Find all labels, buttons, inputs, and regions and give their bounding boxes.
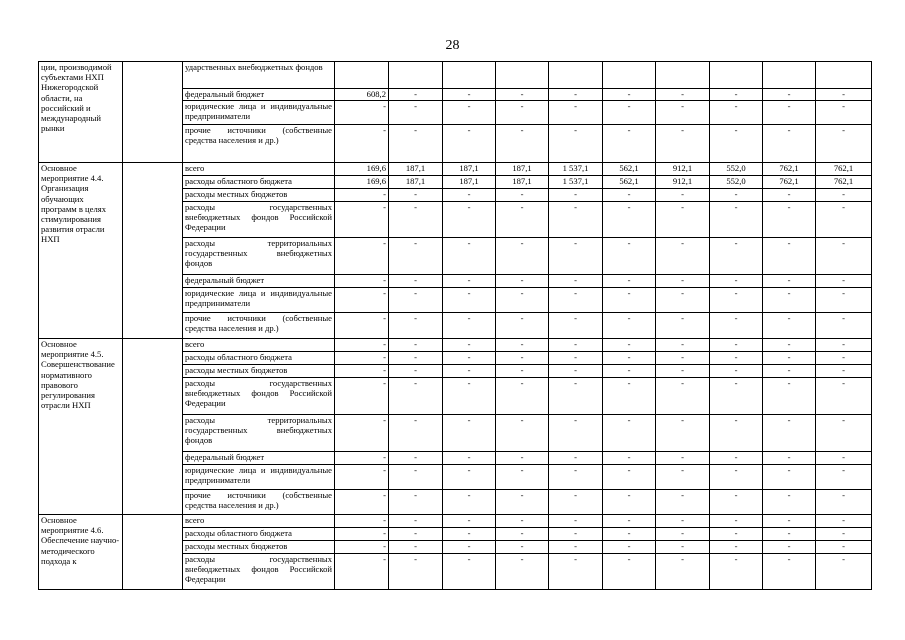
value-cell: - (335, 378, 389, 415)
value-cell: - (816, 89, 872, 101)
value-cell: - (389, 378, 443, 415)
table-row (39, 163, 872, 176)
value-cell: - (656, 365, 710, 378)
executor-cell (123, 163, 183, 339)
activity-cell: Основное мероприятие 4.5. Совершенствование нормативного правового регулирования отрасли НХП (39, 339, 123, 515)
value-cell: 552,0 (710, 163, 763, 176)
value-cell: 1 537,1 (549, 176, 603, 189)
value-cell: - (389, 528, 443, 541)
value-cell: - (816, 238, 872, 275)
value-cell: 187,1 (443, 176, 496, 189)
value-cell: - (496, 541, 549, 554)
value-cell: - (549, 452, 603, 465)
funding-source-cell: расходы государственных внебюджетных фондов Российской Федерации (183, 202, 335, 238)
value-cell: - (443, 288, 496, 313)
value-cell: - (710, 465, 763, 490)
value-cell: - (549, 275, 603, 288)
value-cell: - (549, 352, 603, 365)
value-cell (496, 62, 549, 89)
value-cell: 187,1 (443, 163, 496, 176)
value-cell: 1 537,1 (549, 163, 603, 176)
value-cell: - (443, 541, 496, 554)
value-cell: - (496, 101, 549, 125)
value-cell: - (763, 528, 816, 541)
value-cell: - (335, 554, 389, 590)
value-cell: - (549, 365, 603, 378)
value-cell: - (443, 490, 496, 515)
value-cell (656, 62, 710, 89)
value-cell: - (710, 238, 763, 275)
value-cell: - (816, 554, 872, 590)
value-cell: - (549, 339, 603, 352)
value-cell: - (496, 465, 549, 490)
value-cell (549, 62, 603, 89)
value-cell: - (710, 415, 763, 452)
table-row (39, 515, 872, 528)
value-cell: - (496, 89, 549, 101)
activity-cell: Основное мероприятие 4.4. Организация обучающих программ в целях стимулирования развития отрасли НХП (39, 163, 123, 339)
funding-source-cell: расходы областного бюджета (183, 176, 335, 189)
value-cell: - (443, 352, 496, 365)
value-cell: 762,1 (816, 176, 872, 189)
value-cell: - (335, 238, 389, 275)
value-cell: 762,1 (763, 176, 816, 189)
value-cell: - (763, 352, 816, 365)
value-cell: - (443, 528, 496, 541)
value-cell: - (816, 490, 872, 515)
value-cell: - (389, 288, 443, 313)
value-cell: - (389, 415, 443, 452)
funding-source-cell: юридические лица и индивидуальные предприниматели (183, 288, 335, 313)
value-cell: - (496, 490, 549, 515)
value-cell: - (443, 101, 496, 125)
value-cell: - (763, 515, 816, 528)
value-cell: - (656, 541, 710, 554)
funding-source-cell: всего (183, 163, 335, 176)
value-cell: - (763, 125, 816, 163)
value-cell: - (710, 189, 763, 202)
value-cell: 187,1 (389, 176, 443, 189)
funding-table (38, 61, 872, 590)
value-cell: - (763, 189, 816, 202)
executor-cell (123, 515, 183, 590)
value-cell: - (389, 125, 443, 163)
value-cell: - (443, 452, 496, 465)
funding-source-cell: прочие источники (собственные средства населения и др.) (183, 313, 335, 339)
value-cell: - (603, 452, 656, 465)
value-cell: - (335, 541, 389, 554)
value-cell: - (816, 365, 872, 378)
value-cell: - (389, 339, 443, 352)
value-cell: - (389, 452, 443, 465)
value-cell: - (816, 275, 872, 288)
value-cell: - (710, 365, 763, 378)
value-cell: 169,6 (335, 163, 389, 176)
value-cell: - (603, 101, 656, 125)
funding-source-cell: федеральный бюджет (183, 89, 335, 101)
value-cell: - (710, 288, 763, 313)
value-cell: - (656, 89, 710, 101)
value-cell: - (710, 313, 763, 339)
table-body (39, 62, 872, 590)
value-cell: - (710, 528, 763, 541)
value-cell: - (549, 415, 603, 452)
value-cell: - (603, 189, 656, 202)
value-cell: - (710, 378, 763, 415)
value-cell: - (603, 490, 656, 515)
value-cell: - (389, 365, 443, 378)
value-cell: - (816, 352, 872, 365)
activity-cell: Основное мероприятие 4.6. Обеспечение научно-методического подхода к (39, 515, 123, 590)
value-cell: - (389, 101, 443, 125)
value-cell: - (816, 339, 872, 352)
value-cell: - (710, 352, 763, 365)
value-cell: - (443, 415, 496, 452)
value-cell: - (763, 313, 816, 339)
value-cell: 562,1 (603, 176, 656, 189)
value-cell (443, 62, 496, 89)
funding-source-cell: федеральный бюджет (183, 452, 335, 465)
value-cell: - (763, 89, 816, 101)
value-cell: - (816, 515, 872, 528)
value-cell: - (656, 101, 710, 125)
value-cell: - (710, 89, 763, 101)
value-cell: - (389, 490, 443, 515)
value-cell: - (656, 352, 710, 365)
value-cell: - (816, 378, 872, 415)
value-cell: - (549, 465, 603, 490)
value-cell: - (656, 275, 710, 288)
funding-source-cell: прочие источники (собственные средства населения и др.) (183, 490, 335, 515)
value-cell: - (763, 101, 816, 125)
table-row (39, 339, 872, 352)
funding-source-cell: расходы областного бюджета (183, 528, 335, 541)
value-cell: - (389, 554, 443, 590)
value-cell: - (603, 541, 656, 554)
value-cell: - (335, 101, 389, 125)
value-cell: - (763, 288, 816, 313)
value-cell: - (656, 528, 710, 541)
value-cell: - (816, 189, 872, 202)
value-cell: 762,1 (763, 163, 816, 176)
value-cell: - (763, 490, 816, 515)
value-cell: - (335, 288, 389, 313)
value-cell: - (603, 352, 656, 365)
funding-source-cell: прочие источники (собственные средства населения и др.) (183, 125, 335, 163)
funding-source-cell: юридические лица и индивидуальные предприниматели (183, 101, 335, 125)
value-cell: - (549, 202, 603, 238)
value-cell: - (603, 554, 656, 590)
value-cell: - (763, 541, 816, 554)
value-cell: - (443, 365, 496, 378)
funding-source-cell: юридические лица и индивидуальные предприниматели (183, 465, 335, 490)
value-cell: - (389, 313, 443, 339)
value-cell: - (603, 288, 656, 313)
value-cell: - (496, 238, 549, 275)
value-cell: - (816, 528, 872, 541)
value-cell: - (443, 554, 496, 590)
value-cell: - (710, 339, 763, 352)
value-cell: - (816, 415, 872, 452)
value-cell: - (763, 365, 816, 378)
value-cell (816, 62, 872, 89)
value-cell: - (763, 202, 816, 238)
value-cell: - (496, 313, 549, 339)
value-cell: - (816, 288, 872, 313)
executor-cell (123, 62, 183, 163)
value-cell: - (443, 339, 496, 352)
value-cell: - (603, 365, 656, 378)
value-cell: - (496, 515, 549, 528)
value-cell: - (656, 415, 710, 452)
value-cell: - (496, 415, 549, 452)
value-cell: - (656, 554, 710, 590)
value-cell: - (335, 313, 389, 339)
value-cell: - (710, 515, 763, 528)
value-cell: - (443, 202, 496, 238)
value-cell: - (389, 189, 443, 202)
value-cell: - (335, 515, 389, 528)
value-cell: - (389, 238, 443, 275)
value-cell: - (763, 452, 816, 465)
value-cell: - (710, 490, 763, 515)
value-cell: 187,1 (496, 176, 549, 189)
value-cell: - (816, 541, 872, 554)
value-cell: 762,1 (816, 163, 872, 176)
funding-source-cell: расходы государственных внебюджетных фондов Российской Федерации (183, 554, 335, 590)
value-cell: - (763, 415, 816, 452)
value-cell: - (549, 288, 603, 313)
value-cell: - (710, 275, 763, 288)
value-cell: - (496, 125, 549, 163)
value-cell: - (763, 339, 816, 352)
value-cell: 187,1 (496, 163, 549, 176)
value-cell: - (335, 490, 389, 515)
value-cell: - (443, 465, 496, 490)
funding-source-cell: расходы территориальных государственных внебюджетных фондов (183, 415, 335, 452)
value-cell: - (549, 313, 603, 339)
value-cell: - (549, 125, 603, 163)
value-cell: - (389, 352, 443, 365)
value-cell: - (335, 465, 389, 490)
value-cell: 912,1 (656, 176, 710, 189)
value-cell: - (710, 541, 763, 554)
value-cell: - (335, 275, 389, 288)
value-cell: - (335, 452, 389, 465)
value-cell: - (443, 275, 496, 288)
value-cell: - (443, 189, 496, 202)
value-cell: - (603, 275, 656, 288)
value-cell: - (389, 515, 443, 528)
value-cell: - (603, 528, 656, 541)
value-cell: - (549, 541, 603, 554)
value-cell: - (443, 515, 496, 528)
value-cell: - (816, 101, 872, 125)
value-cell: - (710, 452, 763, 465)
value-cell: - (496, 352, 549, 365)
value-cell: - (335, 528, 389, 541)
value-cell: 562,1 (603, 163, 656, 176)
value-cell: - (656, 125, 710, 163)
value-cell: 608,2 (335, 89, 389, 101)
value-cell: - (549, 101, 603, 125)
value-cell: - (816, 313, 872, 339)
value-cell: - (816, 452, 872, 465)
funding-source-cell: ударственных внебюджетных фондов (183, 62, 335, 89)
value-cell: - (763, 238, 816, 275)
value-cell: - (549, 490, 603, 515)
value-cell: - (603, 238, 656, 275)
funding-source-cell: расходы местных бюджетов (183, 365, 335, 378)
value-cell: - (389, 541, 443, 554)
value-cell: - (656, 465, 710, 490)
value-cell: - (496, 378, 549, 415)
executor-cell (123, 339, 183, 515)
value-cell: - (443, 89, 496, 101)
funding-source-cell: расходы областного бюджета (183, 352, 335, 365)
value-cell: - (335, 352, 389, 365)
value-cell: - (496, 202, 549, 238)
funding-source-cell: всего (183, 515, 335, 528)
funding-source-cell: расходы местных бюджетов (183, 189, 335, 202)
value-cell: - (603, 202, 656, 238)
value-cell (763, 62, 816, 89)
funding-source-cell: расходы государственных внебюджетных фондов Российской Федерации (183, 378, 335, 415)
value-cell: - (816, 202, 872, 238)
value-cell: 187,1 (389, 163, 443, 176)
value-cell (603, 62, 656, 89)
funding-source-cell: всего (183, 339, 335, 352)
value-cell (335, 62, 389, 89)
value-cell: - (763, 275, 816, 288)
value-cell: - (549, 189, 603, 202)
value-cell: - (335, 415, 389, 452)
value-cell: - (710, 202, 763, 238)
value-cell: - (763, 378, 816, 415)
value-cell: - (603, 465, 656, 490)
value-cell: 912,1 (656, 163, 710, 176)
value-cell: - (443, 378, 496, 415)
value-cell: - (389, 465, 443, 490)
value-cell: - (656, 515, 710, 528)
value-cell: - (549, 515, 603, 528)
funding-source-cell: расходы местных бюджетов (183, 541, 335, 554)
value-cell: - (496, 554, 549, 590)
value-cell: - (389, 275, 443, 288)
value-cell: - (335, 365, 389, 378)
value-cell: - (656, 378, 710, 415)
value-cell: - (656, 490, 710, 515)
value-cell: - (656, 452, 710, 465)
value-cell: - (603, 313, 656, 339)
value-cell: - (496, 528, 549, 541)
funding-source-cell: федеральный бюджет (183, 275, 335, 288)
value-cell: - (656, 189, 710, 202)
value-cell: - (816, 465, 872, 490)
value-cell: - (443, 125, 496, 163)
value-cell: - (335, 125, 389, 163)
value-cell: - (656, 313, 710, 339)
page-number: 28 (445, 38, 460, 53)
value-cell: - (549, 89, 603, 101)
funding-source-cell: расходы территориальных государственных внебюджетных фондов (183, 238, 335, 275)
value-cell: - (710, 554, 763, 590)
value-cell: - (763, 465, 816, 490)
value-cell: - (389, 202, 443, 238)
activity-cell: ции, производимой субъектами НХП Нижегородской области, на российский и международный рынки (39, 62, 123, 163)
table-row (39, 62, 872, 89)
value-cell: - (549, 238, 603, 275)
value-cell: - (710, 125, 763, 163)
value-cell: - (496, 452, 549, 465)
value-cell: - (656, 339, 710, 352)
value-cell: - (603, 339, 656, 352)
value-cell: - (335, 202, 389, 238)
value-cell: - (335, 339, 389, 352)
value-cell: - (603, 89, 656, 101)
value-cell: - (603, 515, 656, 528)
value-cell: - (763, 554, 816, 590)
value-cell: - (656, 288, 710, 313)
value-cell: - (496, 288, 549, 313)
value-cell: - (496, 189, 549, 202)
value-cell (710, 62, 763, 89)
value-cell (389, 62, 443, 89)
value-cell: - (549, 554, 603, 590)
value-cell: 169,6 (335, 176, 389, 189)
value-cell: - (549, 528, 603, 541)
value-cell: - (443, 238, 496, 275)
value-cell: - (549, 378, 603, 415)
value-cell: - (496, 365, 549, 378)
value-cell: - (603, 415, 656, 452)
value-cell: - (389, 89, 443, 101)
value-cell: - (656, 238, 710, 275)
value-cell: - (656, 202, 710, 238)
value-cell: - (603, 378, 656, 415)
value-cell: - (496, 339, 549, 352)
value-cell: - (496, 275, 549, 288)
value-cell: - (710, 101, 763, 125)
value-cell: - (816, 125, 872, 163)
value-cell: - (443, 313, 496, 339)
value-cell: - (603, 125, 656, 163)
value-cell: 552,0 (710, 176, 763, 189)
value-cell: - (335, 189, 389, 202)
